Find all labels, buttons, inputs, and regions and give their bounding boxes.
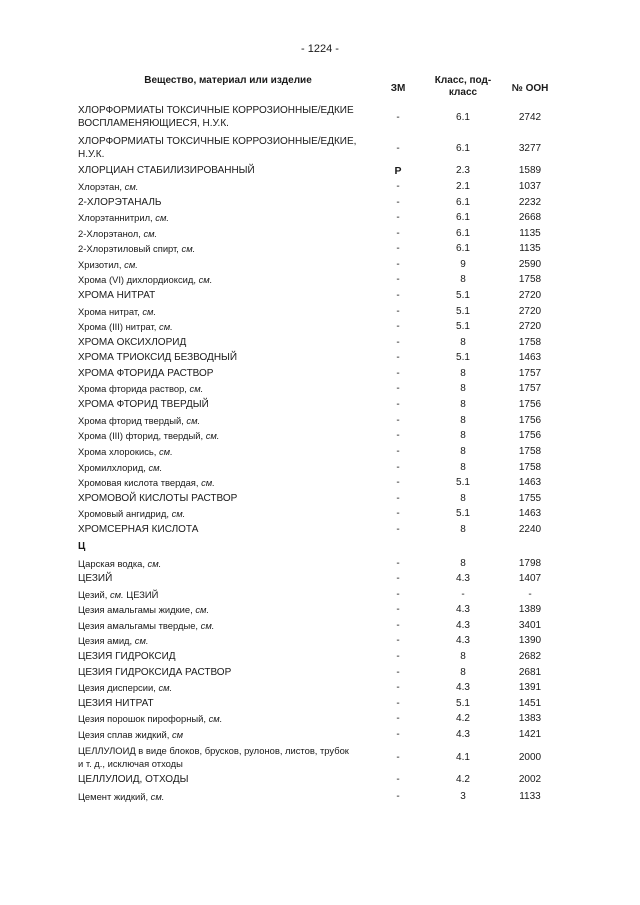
class-cell: 6.1 <box>456 243 470 254</box>
class-cell: 8 <box>460 415 466 426</box>
class-cell: 4.3 <box>456 604 470 615</box>
un-number-cell: 1798 <box>518 558 542 569</box>
zm-cell: - <box>396 181 400 192</box>
un-number-cell: 1758 <box>518 337 542 348</box>
un-number-cell: 1756 <box>518 399 542 410</box>
substance-name: Цезия порошок пирофорный, см. <box>78 713 223 724</box>
zm-cell: - <box>396 274 400 285</box>
zm-cell: - <box>396 620 400 631</box>
table-row <box>78 180 558 194</box>
substance-name: 2-ХЛОРЭТАНАЛЬ <box>78 197 162 208</box>
class-cell: 8 <box>460 337 466 348</box>
un-number-cell: 1589 <box>518 165 542 176</box>
substance-name: Цезия амальгамы твердые, см. <box>78 620 215 631</box>
substance-name: ХЛОРФОРМИАТЫ ТОКСИЧНЫЕ КОРРОЗИОННЫЕ/ЕДКИЕ ВОСПЛАМЕНЯЮЩИЕСЯ, Н.У.К. <box>78 105 354 129</box>
header-class-line1: Класс, под- <box>434 75 492 86</box>
zm-cell: - <box>396 112 400 123</box>
zm-cell: - <box>396 446 400 457</box>
class-cell: 5.1 <box>456 698 470 709</box>
table-row <box>78 697 558 711</box>
zm-cell: - <box>396 212 400 223</box>
un-number-cell: 2668 <box>518 212 542 223</box>
un-number-cell: 3277 <box>518 143 542 154</box>
un-number-cell: 1037 <box>518 181 542 192</box>
zm-cell: - <box>396 430 400 441</box>
substance-name: ХРОМА ОКСИХЛОРИД <box>78 337 187 348</box>
zm-cell: - <box>396 573 400 584</box>
table-row <box>78 492 558 506</box>
table-row <box>78 523 558 537</box>
class-cell: 5.1 <box>456 306 470 317</box>
zm-cell: - <box>396 259 400 270</box>
class-cell: 4.2 <box>456 713 470 724</box>
zm-cell: - <box>396 337 400 348</box>
un-number-cell: 2720 <box>518 306 542 317</box>
zm-cell: - <box>396 306 400 317</box>
zm-cell: - <box>396 713 400 724</box>
zm-cell: - <box>396 774 400 785</box>
table-row <box>78 289 558 303</box>
table-row <box>78 227 558 241</box>
zm-cell: - <box>396 604 400 615</box>
substance-name: Хромовая кислота твердая, см. <box>78 477 215 488</box>
class-cell: 5.1 <box>456 352 470 363</box>
table-row <box>78 273 558 287</box>
un-number-cell: 1463 <box>518 352 542 363</box>
substance-name: Цезия дисперсии, см. <box>78 682 173 693</box>
zm-cell: - <box>396 667 400 678</box>
substance-name: ЦЕЛЛУЛОИД в виде блоков, брусков, рулонов, листов, трубок и т. д., исключая отходы <box>78 745 349 769</box>
header-class <box>428 75 498 99</box>
substance-name: Царская водка, см. <box>78 558 162 569</box>
table-row <box>78 773 558 787</box>
table-row <box>78 196 558 210</box>
class-cell: 4.3 <box>456 573 470 584</box>
substance-name: 2-Хлорэтиловый спирт, см. <box>78 243 196 254</box>
un-number-cell: 1135 <box>519 228 541 239</box>
class-cell: 4.3 <box>456 729 470 740</box>
un-number-cell: 2590 <box>518 259 542 270</box>
substance-name: ХРОМА ФТОРИД ТВЕРДЫЙ <box>78 399 209 410</box>
un-number-cell: 2742 <box>518 112 542 123</box>
un-number-cell: 1389 <box>518 604 542 615</box>
zm-cell: - <box>396 368 400 379</box>
page-number: - 1224 - <box>301 43 339 55</box>
substance-name: Цезия сплав жидкий, см <box>78 729 184 740</box>
un-number-cell: 2000 <box>518 752 542 763</box>
zm-cell: - <box>396 462 400 473</box>
table-row <box>78 650 558 664</box>
header-class-line2: класс <box>448 87 478 98</box>
substance-name: Цезия амид, см. <box>78 635 149 646</box>
table-row <box>78 320 558 334</box>
substance-name: Цемент жидкий, см. <box>78 791 165 802</box>
zm-cell: - <box>396 143 400 154</box>
header-zm: ЗМ <box>390 83 406 94</box>
class-cell: 4.2 <box>456 774 470 785</box>
table-row <box>78 211 558 225</box>
un-number-cell: 2720 <box>518 321 542 332</box>
substance-name: Хромилхлорид, см. <box>78 462 163 473</box>
zm-cell: - <box>396 558 400 569</box>
un-number-cell: 3401 <box>518 620 542 631</box>
zm-cell: - <box>396 729 400 740</box>
un-number-cell: 1757 <box>518 368 542 379</box>
zm-cell: - <box>396 243 400 254</box>
substance-name: Хрома фторида раствор, см. <box>78 383 204 394</box>
substance-name: Хрома нитрат, см. <box>78 306 157 317</box>
table-row <box>78 258 558 272</box>
substance-name: ХРОМА ТРИОКСИД БЕЗВОДНЫЙ <box>78 352 238 363</box>
class-cell: 2.1 <box>456 181 470 192</box>
zm-cell: - <box>396 698 400 709</box>
zm-cell: - <box>396 752 400 763</box>
table-row <box>78 619 558 633</box>
class-cell: 6.1 <box>456 212 470 223</box>
class-cell: 8 <box>460 462 466 473</box>
table-row <box>78 398 558 412</box>
class-cell: 3 <box>460 791 466 802</box>
substance-name: Хлорэтаннитрил, см. <box>78 212 169 223</box>
zm-cell: - <box>396 589 400 600</box>
class-cell: 8 <box>460 667 466 678</box>
substance-name: Хрома хлорокись, см. <box>78 446 173 457</box>
zm-cell: - <box>396 493 400 504</box>
zm-cell: - <box>396 508 400 519</box>
class-cell: 8 <box>460 651 466 662</box>
class-cell: 8 <box>460 399 466 410</box>
table-row <box>78 681 558 695</box>
class-cell: 8 <box>460 383 466 394</box>
un-number-cell: 2002 <box>518 774 542 785</box>
un-number-cell: 1758 <box>518 446 542 457</box>
table-row <box>78 104 558 132</box>
class-cell: 5.1 <box>456 321 470 332</box>
zm-cell: - <box>396 228 400 239</box>
zm-cell: - <box>396 197 400 208</box>
un-number-cell: 1755 <box>518 493 542 504</box>
un-number-cell: 1407 <box>518 573 542 584</box>
substance-name: ХЛОРЦИАН СТАБИЛИЗИРОВАННЫЙ <box>78 165 255 176</box>
un-number-cell: 1463 <box>518 508 542 519</box>
substance-name: ХЛОРФОРМИАТЫ ТОКСИЧНЫЕ КОРРОЗИОННЫЕ/ЕДКИЕ, Н.У.К. <box>78 136 357 160</box>
class-cell: - <box>461 589 465 600</box>
zm-cell: - <box>396 791 400 802</box>
header-substance: Вещество, материал или изделие <box>144 75 312 86</box>
substance-name: ЦЕЗИЯ НИТРАТ <box>78 698 154 709</box>
substance-name: ХРОМСЕРНАЯ КИСЛОТА <box>78 524 199 535</box>
substance-name: ЦЕЗИЯ ГИДРОКСИД <box>78 651 176 662</box>
substance-name: ЦЕЗИЯ ГИДРОКСИДА РАСТВОР <box>78 667 232 678</box>
substance-name: Цезий, см. ЦЕЗИЙ <box>78 589 159 600</box>
substance-name: ХРОМА НИТРАТ <box>78 290 156 301</box>
un-number-cell: 2682 <box>518 651 542 662</box>
class-cell: 9 <box>460 259 466 270</box>
zm-cell: - <box>396 399 400 410</box>
table-row <box>78 728 558 742</box>
table-row <box>78 414 558 428</box>
table-row <box>78 666 558 680</box>
class-cell: 8 <box>460 274 466 285</box>
substance-name: Хрома (VI) дихлордиоксид, см. <box>78 274 213 285</box>
table-row <box>78 557 558 571</box>
un-number-cell: - <box>528 589 532 600</box>
zm-cell: Р <box>394 165 402 177</box>
class-cell: 6.1 <box>456 228 470 239</box>
un-number-cell: 2681 <box>518 667 542 678</box>
table-row <box>78 336 558 350</box>
un-number-cell: 1421 <box>518 729 542 740</box>
table-row <box>78 382 558 396</box>
class-cell: 5.1 <box>456 290 470 301</box>
class-cell: 5.1 <box>456 477 470 488</box>
un-number-cell: 1383 <box>518 713 542 724</box>
table-row <box>78 507 558 521</box>
un-number-cell: 1133 <box>519 791 541 802</box>
table-row <box>78 445 558 459</box>
un-number-cell: 1390 <box>518 635 542 646</box>
substance-name: ХРОМА ФТОРИДА РАСТВОР <box>78 368 214 379</box>
class-cell: 8 <box>460 524 466 535</box>
class-cell: 8 <box>460 493 466 504</box>
class-cell: 8 <box>460 368 466 379</box>
zm-cell: - <box>396 635 400 646</box>
zm-cell: - <box>396 651 400 662</box>
table-row <box>78 351 558 365</box>
zm-cell: - <box>396 352 400 363</box>
table-row <box>78 429 558 443</box>
substance-name: Хромовый ангидрид, см. <box>78 508 186 519</box>
table-row <box>78 135 558 163</box>
un-number-cell: 2232 <box>518 197 542 208</box>
un-number-cell: 1756 <box>518 430 542 441</box>
substance-name: Хрома (III) нитрат, см. <box>78 321 173 332</box>
zm-cell: - <box>396 383 400 394</box>
substance-name: Хрома фторид твердый, см. <box>78 415 201 426</box>
table-row <box>78 476 558 490</box>
table-row <box>78 744 558 772</box>
table-row <box>78 572 558 586</box>
class-cell: 4.3 <box>456 635 470 646</box>
class-cell: 8 <box>460 446 466 457</box>
class-cell: 6.1 <box>456 197 470 208</box>
section-letter: Ц <box>78 541 86 552</box>
substance-name: Цезия амальгамы жидкие, см. <box>78 604 210 615</box>
un-number-cell: 1756 <box>518 415 542 426</box>
substance-name: Хлорэтан, см. <box>78 181 139 192</box>
un-number-cell: 1391 <box>518 682 542 693</box>
substance-name: Хрома (III) фторид, твердый, см. <box>78 430 220 441</box>
zm-cell: - <box>396 477 400 488</box>
class-cell: 4.1 <box>456 752 470 763</box>
class-cell: 5.1 <box>456 508 470 519</box>
un-number-cell: 2240 <box>518 524 542 535</box>
substance-name: Хризотил, см. <box>78 259 138 270</box>
substance-name: 2-Хлорэтанол, см. <box>78 228 158 239</box>
table-row <box>78 164 558 178</box>
substance-name: ХРОМОВОЙ КИСЛОТЫ РАСТВОР <box>78 493 238 504</box>
class-cell: 4.3 <box>456 620 470 631</box>
table-row <box>78 712 558 726</box>
class-cell: 6.1 <box>456 143 470 154</box>
un-number-cell: 1758 <box>518 462 542 473</box>
un-number-cell: 2720 <box>518 290 542 301</box>
class-cell: 2.3 <box>456 165 470 176</box>
table-row <box>78 588 558 602</box>
substance-name: ЦЕЗИЙ <box>78 573 113 584</box>
un-number-cell: 1135 <box>519 243 541 254</box>
zm-cell: - <box>396 524 400 535</box>
table-row <box>78 634 558 648</box>
class-cell: 6.1 <box>456 112 470 123</box>
un-number-cell: 1463 <box>518 477 542 488</box>
zm-cell: - <box>396 682 400 693</box>
zm-cell: - <box>396 321 400 332</box>
un-number-cell: 1757 <box>518 383 542 394</box>
table-row <box>78 305 558 319</box>
table-row <box>78 603 558 617</box>
substance-name: ЦЕЛЛУЛОИД, ОТХОДЫ <box>78 774 189 785</box>
table-row <box>78 790 558 804</box>
un-number-cell: 1758 <box>518 274 542 285</box>
table-row <box>78 461 558 475</box>
table-row <box>78 242 558 256</box>
un-number-cell: 1451 <box>518 698 542 709</box>
class-cell: 4.3 <box>456 682 470 693</box>
zm-cell: - <box>396 415 400 426</box>
zm-cell: - <box>396 290 400 301</box>
header-un-number: № ООН <box>511 83 549 94</box>
class-cell: 8 <box>460 558 466 569</box>
table-row <box>78 367 558 381</box>
class-cell: 8 <box>460 430 466 441</box>
